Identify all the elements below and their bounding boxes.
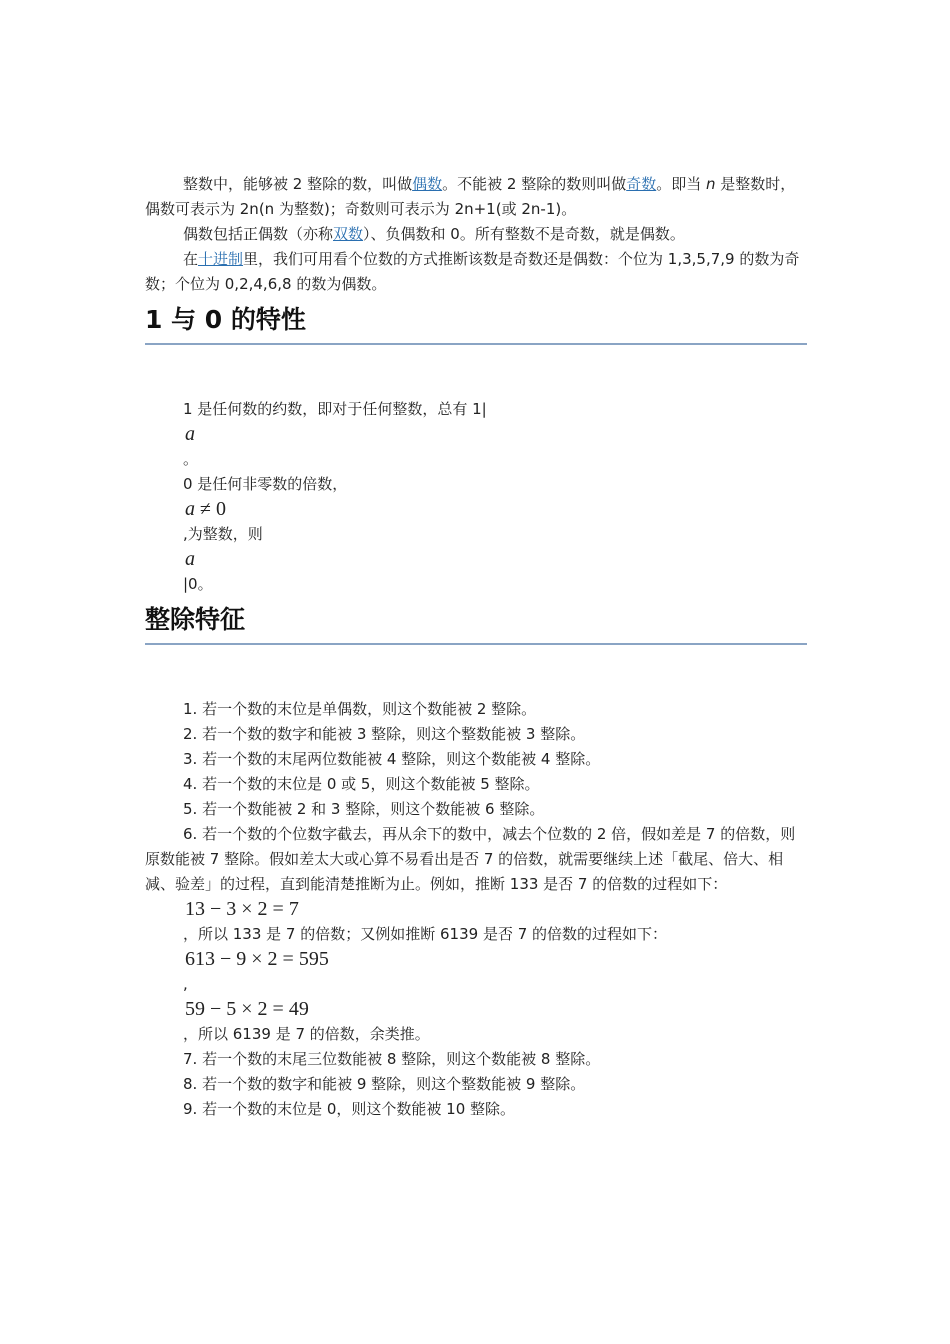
text: 整数中，能够被 2 整除的数，叫做: [183, 175, 413, 193]
math-var: a: [185, 498, 195, 520]
link-decimal[interactable]: 十进制: [198, 250, 244, 268]
equation-2: 613 − 9 × 2 = 595: [185, 948, 329, 970]
equation-3: 59 − 5 × 2 = 49: [185, 998, 309, 1020]
intro-paragraph-3: [145, 247, 807, 297]
link-double-number[interactable]: 双数: [333, 225, 364, 243]
text: 是整数时，偶数可表示为 2n(n 为整数)；奇数则可表示为 2n+1(或 2n-1)。: [145, 175, 796, 218]
math-expr: ≠ 0: [195, 498, 226, 520]
text: 里，我们可用看个位数的方式推断该数是奇数还是偶数：个位为 1,3,5,7,9 的数为奇数；个位为 0,2,4,6,8 的数为偶数。: [145, 250, 800, 293]
link-even[interactable]: 偶数: [412, 175, 443, 193]
rule-7: 7. 若一个数的末尾三位数能被 8 整除，则这个数能被 8 整除。: [183, 1050, 601, 1068]
section-heading-one-zero: 1 与 0 的特性: [145, 297, 807, 345]
text: 。即当: [656, 175, 706, 193]
text: 偶数包括正偶数（亦称: [183, 225, 334, 243]
rule-6: 6. 若一个数的个位数字截去，再从余下的数中，减去个位数的 2 倍，假如差是 7 的倍数，则原数能被 7 整除。假如差太大或心算不易看出是否 7 的倍数，就需要继续上述「截尾、倍大、相减、验差」的过程，直到能清楚推断为止。例如，推断 133 是否 7 的倍数的过程如下：: [145, 825, 796, 893]
math-var: a: [185, 423, 195, 445]
rule-1: 1. 若一个数的末位是单偶数，则这个数能被 2 整除。: [183, 700, 537, 718]
rule-6-conclusion: ，所以 6139 是 7 的倍数，余类推。: [183, 1025, 430, 1043]
rule-9: 9. 若一个数的末位是 0，则这个数能被 10 整除。: [183, 1100, 516, 1118]
spacer: [145, 345, 807, 397]
rule-4: 4. 若一个数的末位是 0 或 5，则这个数能被 5 整除。: [183, 775, 540, 793]
link-odd[interactable]: 奇数: [626, 175, 657, 193]
text: 。不能被 2 整除的数则叫做: [442, 175, 627, 193]
rule-5: 5. 若一个数能被 2 和 3 整除，则这个数能被 6 整除。: [183, 800, 545, 818]
math-a-1: [145, 422, 807, 447]
rule-2: 2. 若一个数的数字和能被 3 整除，则这个整数能被 3 整除。: [183, 725, 586, 743]
text: 在: [183, 250, 199, 268]
intro-paragraph-1: [145, 172, 807, 222]
math-var: a: [185, 548, 195, 570]
one-zero-line-5: |0。: [183, 575, 213, 593]
rule-8: 8. 若一个数的数字和能被 9 整除，则这个整数能被 9 整除。: [183, 1075, 586, 1093]
document-page: [145, 172, 807, 1122]
math-a-not-zero: [145, 497, 807, 522]
math-a-2: [145, 547, 807, 572]
intro-paragraph-2: [145, 222, 807, 247]
text: ）、负偶数和 0。所有整数不是奇数，就是偶数。: [363, 225, 685, 243]
one-zero-line-2: 。: [183, 450, 199, 468]
rule-6-continued: ，所以 133 是 7 的倍数；又例如推断 6139 是否 7 的倍数的过程如下：: [183, 925, 668, 943]
one-zero-line-1: 1 是任何数的约数，即对于任何整数，总有 1|: [183, 400, 487, 418]
spacer: [145, 645, 807, 697]
rule-3: 3. 若一个数的末尾两位数能被 4 整除，则这个数能被 4 整除。: [183, 750, 601, 768]
comma-line: ,: [183, 975, 188, 993]
section-heading-divisibility: 整除特征: [145, 597, 807, 645]
one-zero-line-3: 0 是任何非零数的倍数，: [183, 475, 348, 493]
one-zero-line-4: ,为整数，则: [183, 525, 263, 543]
equation-1: 13 − 3 × 2 = 7: [185, 898, 299, 920]
variable-n: n: [706, 175, 716, 193]
